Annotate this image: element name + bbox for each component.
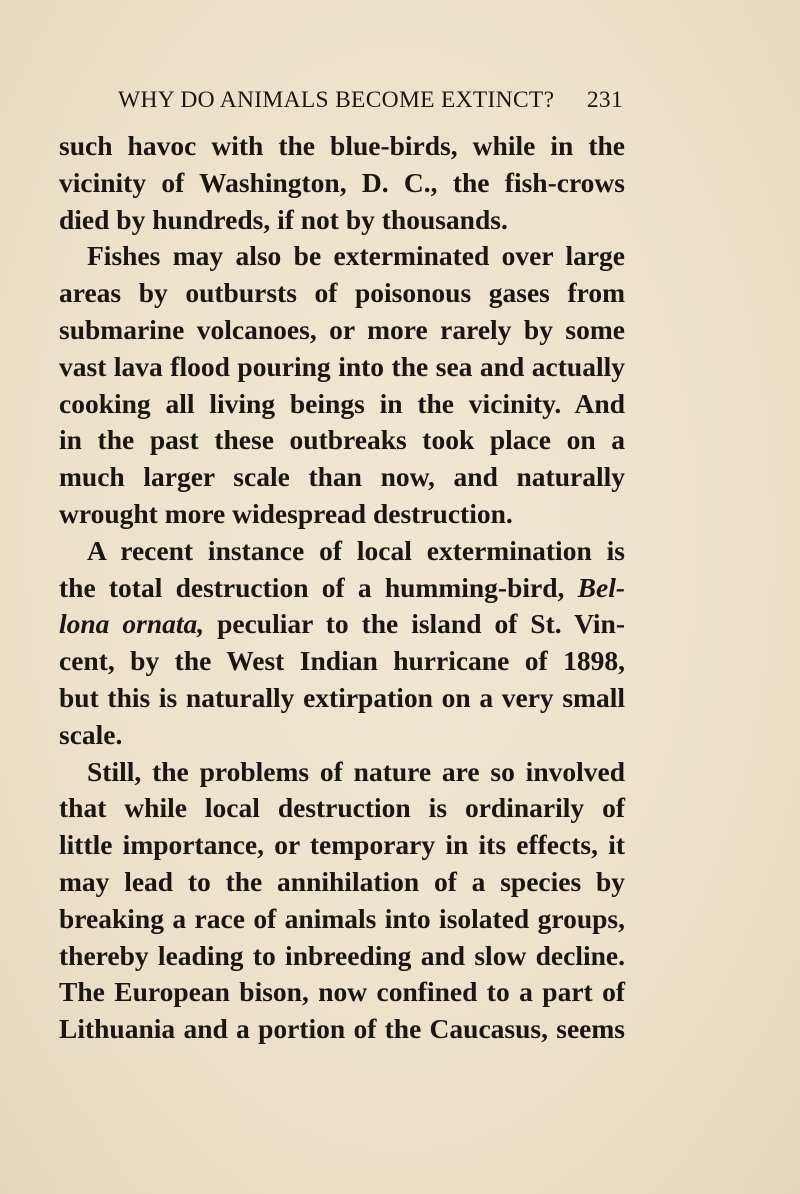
text-line: vast lava flood pouring into the sea and actually [59,350,625,382]
text-line: such havoc with the blue-birds, while in the [59,130,625,161]
species-name-fragment: lona ornata, [59,608,205,640]
text-line: submarine volcanoes, or more rarely by some [59,313,625,345]
text-line: may lead to the annihilation of a species by [59,865,625,897]
species-name-fragment: Bel- [577,571,625,603]
text-line: little importance, or temporary in its effects, it [59,829,625,861]
text-line: Still, the problems of nature are so involved [87,755,625,787]
text-line: Fishes may also be exterminated over large [87,240,625,272]
text-line: cooking all living beings in the vicinity. And [59,387,625,419]
text-fragment: the total destruction of a humming-bird, [59,571,565,603]
text-fragment: peculiar to the island of St. Vin- [217,608,625,640]
text-line: areas by outbursts of poisonous gases from [59,277,625,309]
text-line: that while local destruction is ordinarily of [59,792,625,824]
text-line: thereby leading to inbreeding and slow decline. [59,939,625,971]
text-line: A recent instance of local extermination is [87,534,625,566]
text-line: breaking a race of animals into isolated groups, [59,902,625,934]
text-line: Lithuania and a portion of the Caucasus, seems [59,1013,625,1045]
text-line: cent, by the West Indian hurricane of 1898, [59,645,625,677]
text-line: but this is naturally extirpation on a very small [59,681,625,713]
text-line [59,570,625,607]
text-line [59,606,625,643]
running-head [118,87,623,117]
body-text [59,128,625,1048]
text-line: The European bison, now confined to a part of [59,976,625,1008]
text-line: died by hundreds, if not by thousands. [59,203,508,235]
text-line: in the past these outbreaks took place on a [59,424,625,456]
text-line: wrought more widespread destruction. [59,497,513,529]
running-title: WHY DO ANIMALS BECOME EXTINCT? [118,87,555,113]
page-number: 231 [586,87,623,113]
text-line: much larger scale than now, and naturally [59,461,625,493]
text-line: scale. [59,718,123,750]
text-line: vicinity of Washington, D. C., the fish-crows [59,166,625,198]
